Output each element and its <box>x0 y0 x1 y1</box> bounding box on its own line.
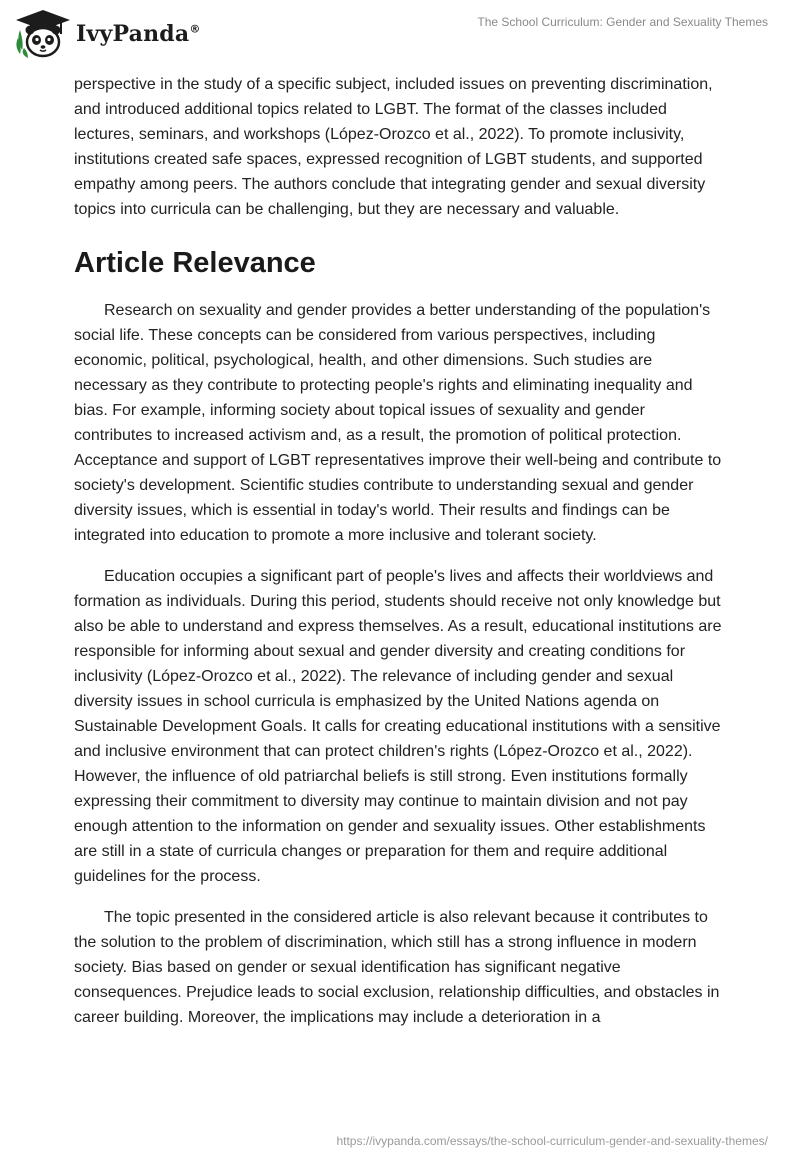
body-paragraph: The topic presented in the considered article is also relevant because it contributes to the solution to the problem of discrimination, which still has a strong influence in modern society. Bias based on gender or sexual identification has significant negative consequences. Prejudice leads to social exclusion, relationship difficulties, and obstacles in career building. Moreover, the implications may include a deterioration in a <box>74 909 720 1026</box>
essay-content <box>74 70 724 1030</box>
body-paragraph: Education occupies a significant part of people's lives and affects their worldviews and formation as individuals. During this period, students should receive not only knowledge but also be able to understand and express themselves. As a result, educational institutions are responsible for informing about sexual and gender diversity and creating conditions for inclusivity (López-Orozco et al., 2022). The relevance of including gender and sexual diversity issues in school curricula is emphasized by the United Nations agenda on Sustainable Development Goals. It calls for creating educational institutions with a sensitive and inclusive environment that can protect children's rights (López-Orozco et al., 2022). However, the influence of old patriarchal beliefs is still strong. Even institutions formally expressing their commitment to diversity may continue to maintain division and not pay enough attention to the information on gender and sexuality issues. Other establishments are still in a state of curricula changes or preparation for them and require additional guidelines for the process. <box>74 568 722 885</box>
page-header <box>0 0 800 70</box>
intro-paragraph: perspective in the study of a specific subject, included issues on preventing discrimination, and introduced additional topics related to LGBT. The format of the classes included lectures, seminars, and workshops (López-Orozco et al., 2022). To promote inclusivity, institutions created safe spaces, expressed recognition of LGBT students, and supported empathy among peers. The authors conclude that integrating gender and sexual diversity topics into curricula can be challenging, but they are necessary and valuable. <box>74 76 713 218</box>
running-title: The School Curriculum: Gender and Sexuality Themes <box>477 15 768 29</box>
registered-mark: ® <box>189 22 201 36</box>
section-heading: Article Relevance <box>74 247 316 279</box>
logo-wordmark: IvyPanda® <box>76 21 201 47</box>
ivypanda-logo[interactable] <box>14 8 201 60</box>
panda-graduate-icon <box>14 8 72 60</box>
body-paragraph: Research on sexuality and gender provides a better understanding of the population's social life. These concepts can be considered from various perspectives, including economic, political, psychological, health, and other dimensions. Such studies are necessary as they contribute to protecting people's rights and eliminating inequality and bias. For example, informing society about topical issues of sexuality and gender contributes to increased activism and, as a result, the promotion of political protection. Acceptance and support of LGBT representatives improve their well-being and contribute to society's development. Scientific studies contribute to understanding sexual and gender diversity issues, which is essential in today's world. Their results and findings can be integrated into education to promote a more inclusive and tolerant society. <box>74 302 722 544</box>
source-url[interactable]: https://ivypanda.com/essays/the-school-curriculum-gender-and-sexuality-themes/ <box>336 1134 768 1148</box>
